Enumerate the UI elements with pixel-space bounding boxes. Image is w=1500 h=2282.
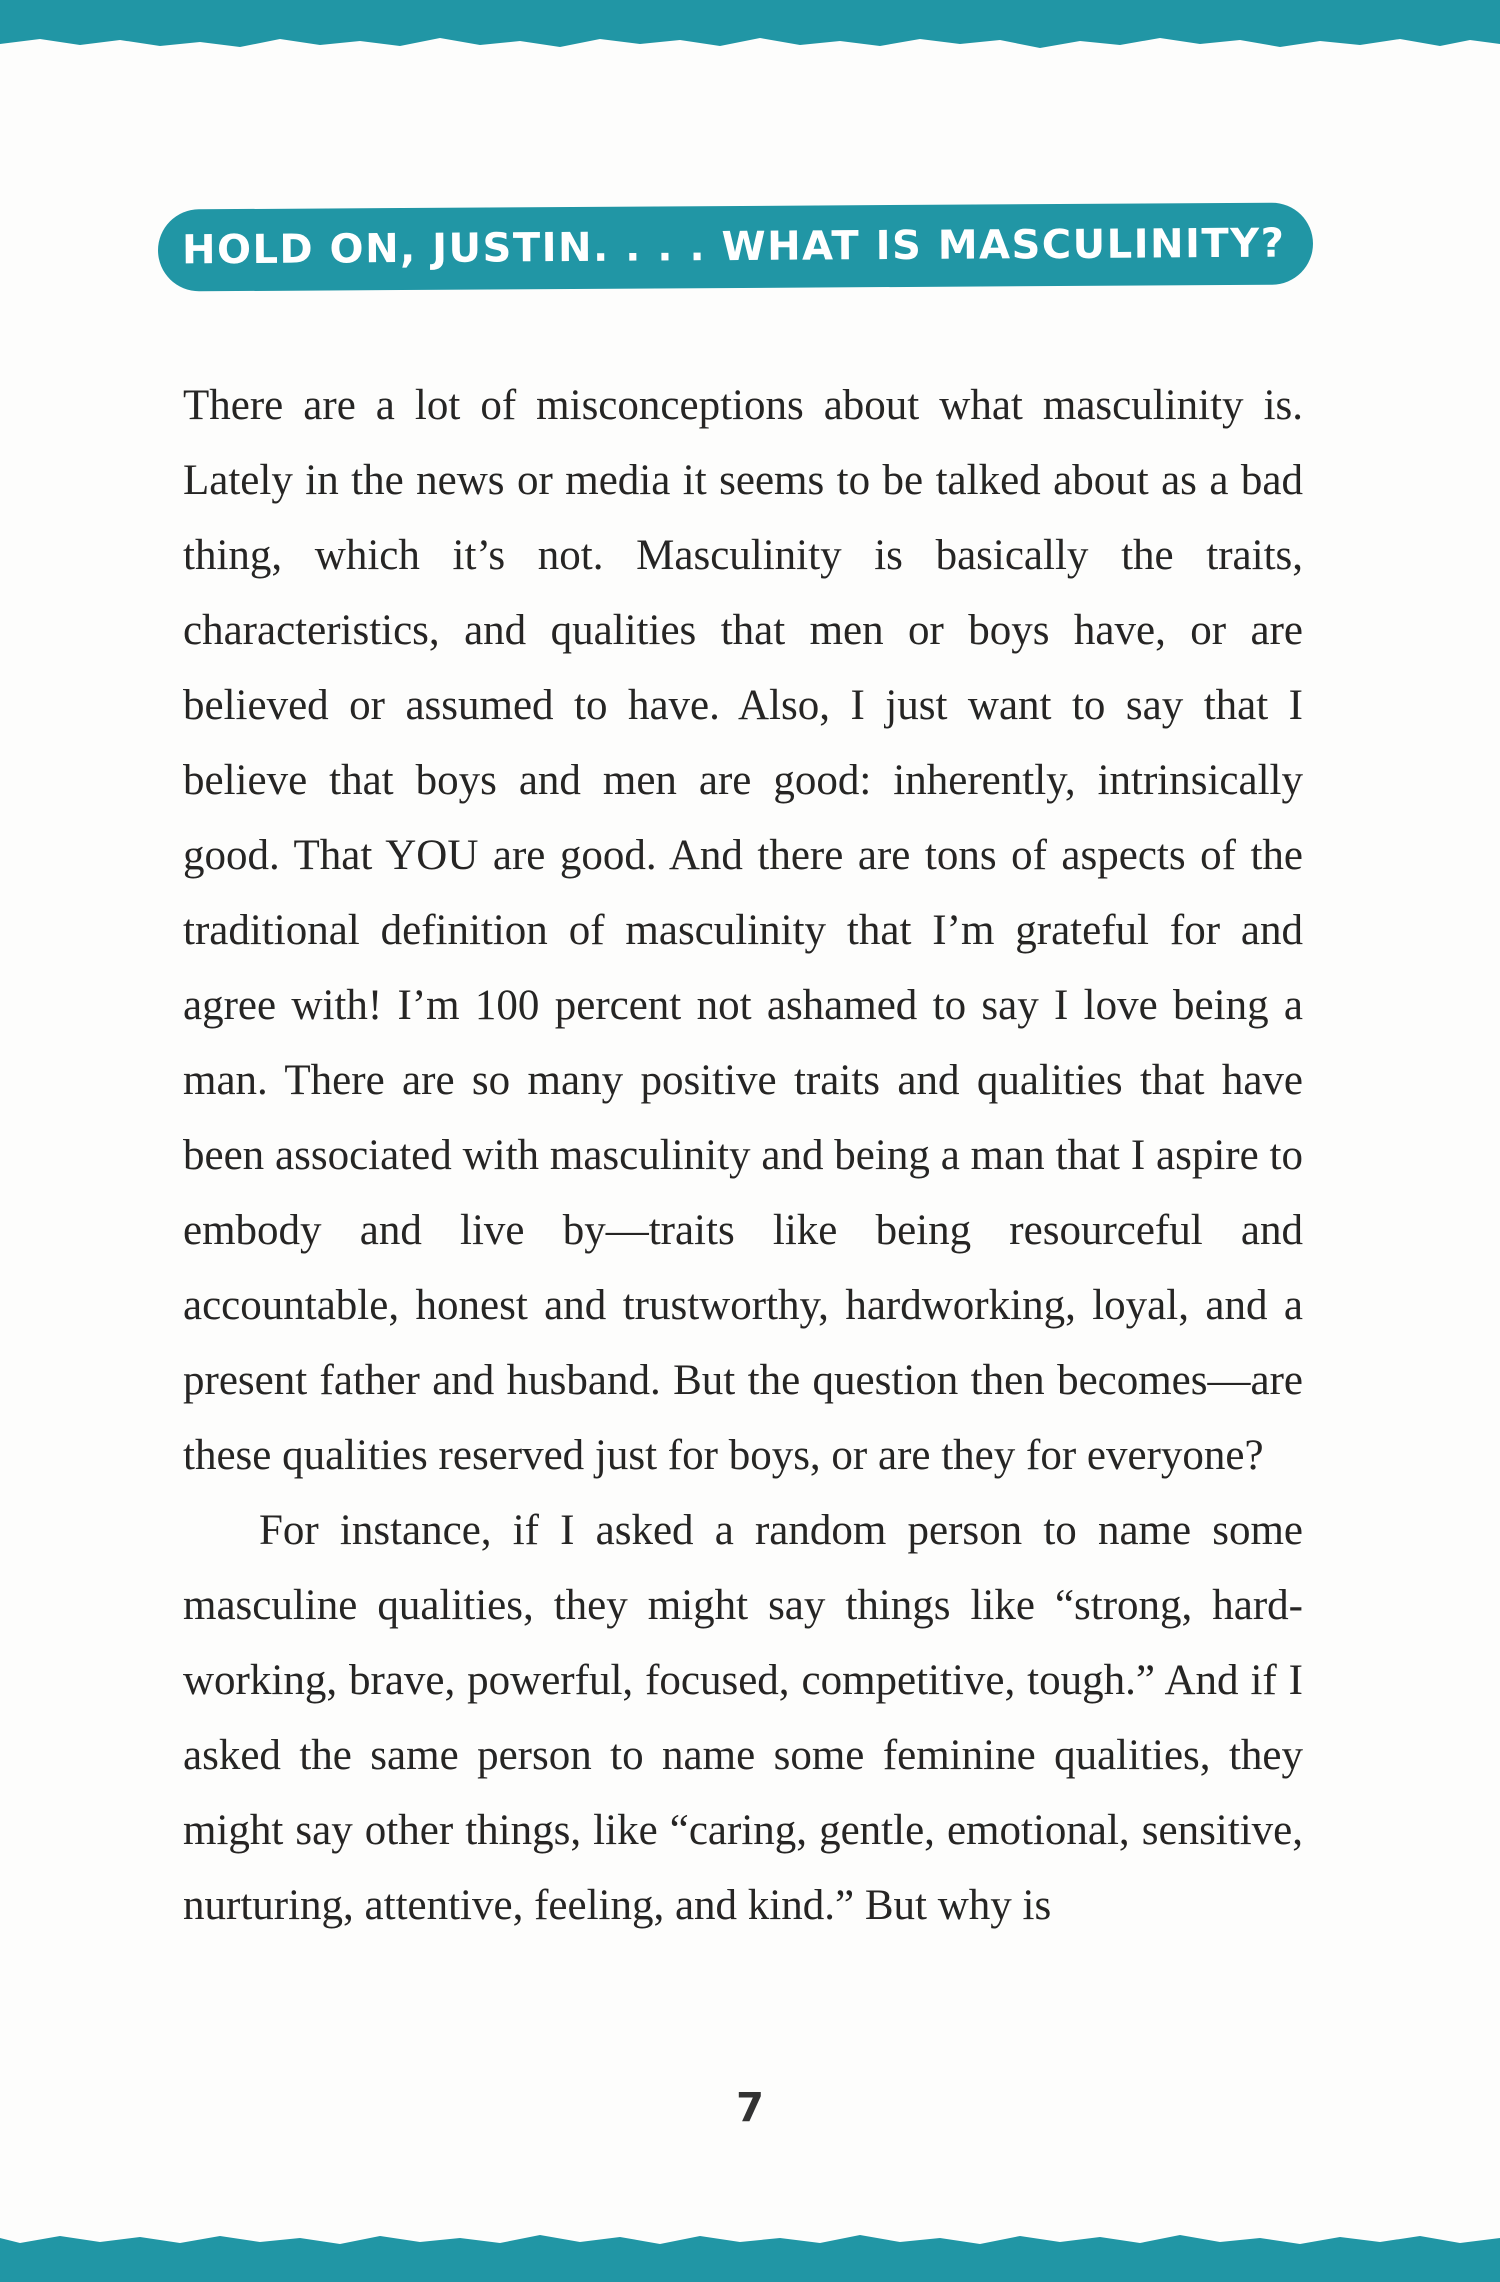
section-heading: HOLD ON, JUSTIN. . . . WHAT IS MASCULINITY? (181, 220, 1286, 274)
top-decorative-band (0, 0, 1500, 80)
section-heading-banner (158, 202, 1313, 291)
page-number: 7 (736, 2085, 764, 2131)
body-text (183, 368, 1303, 1943)
paragraph-1: There are a lot of misconceptions about what masculinity is. Lately in the news or media it seems to be talked about as a bad thing, which it’s not. Masculinity is basically the traits, characteristics, and qualities that men or boys have, or are believed or assumed to have. Also, I just want to say that I believe that boys and men are good: inherently, intrinsically good. That YOU are good. And there are tons of aspects of the traditional definition of masculinity that I’m grateful for and agree with! I’m 100 percent not ashamed to say I love being a man. There are so many positive traits and qualities that have been associated with masculinity and being a man that I aspire to embody and live by—traits like being resourceful and accountable, honest and trustworthy, hardworking, loyal, and a present father and husband. But the question then becomes—are these qualities reserved just for boys, or are they for everyone? (183, 382, 1303, 1479)
paragraph-2: For instance, if I asked a random person to name some masculine qualities, they might say things like “strong, hardworking, brave, powerful, focused, competitive, tough.” And if I asked the same person to name some feminine qualities, they might say other things, like “caring, gentle, emotional, sensitive, nurturing, attentive, feeling, and kind.” But why is (183, 1507, 1303, 1929)
bottom-decorative-band (0, 2202, 1500, 2282)
